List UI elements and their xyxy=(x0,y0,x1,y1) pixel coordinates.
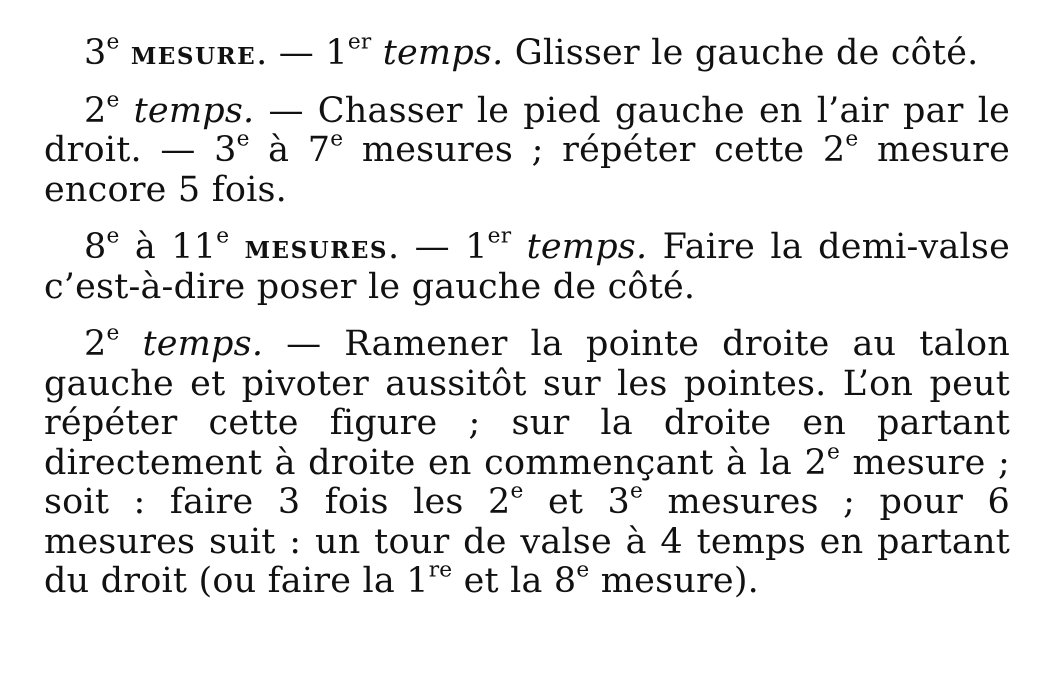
superscript: e xyxy=(845,126,859,152)
text-run: — Chasser le pied gauche en l’air par le droit. — 3 xyxy=(44,90,1011,170)
superscript: e xyxy=(630,478,644,504)
text-run: — Ramener la pointe droite au talon gauche et pivoter aussitôt sur les pointes. L’on peut répéter cette figure ; sur la droite en partant directement à droite en commençant à la 2 xyxy=(44,324,1010,483)
text-run xyxy=(120,91,134,131)
text-run: et la 8 xyxy=(452,561,577,601)
text-run: 2 xyxy=(84,324,107,364)
paragraph-mesures-8-11 xyxy=(44,223,1011,307)
text-run: 3 xyxy=(84,33,107,73)
text-run xyxy=(120,33,131,73)
text-run: mesures ; répéter cette 2 xyxy=(343,130,846,170)
superscript: e xyxy=(330,126,344,152)
small-caps-heading: mesure xyxy=(130,34,257,72)
text-run: mesure ; soit : faire 3 fois les 2 xyxy=(44,442,1010,522)
text-run: 2 xyxy=(84,90,107,131)
text-run xyxy=(120,324,143,364)
text-run: mesures ; pour 6 mesures suit : un tour de valse à 4 temps en partant du droit (ou faire la 1 xyxy=(44,482,1010,601)
paragraph-mesure-3 xyxy=(44,29,1010,74)
italic-term: temps. xyxy=(526,227,648,267)
superscript: e xyxy=(236,126,250,152)
superscript: e xyxy=(106,86,120,112)
text-run: mesure). xyxy=(589,561,760,601)
superscript: e xyxy=(576,557,590,583)
text-run xyxy=(511,227,526,267)
text-run xyxy=(229,227,244,267)
superscript: re xyxy=(428,557,453,583)
superscript: e xyxy=(106,223,120,249)
superscript: e xyxy=(216,223,230,249)
italic-term: temps. xyxy=(382,33,504,73)
italic-term: temps. xyxy=(142,324,264,364)
superscript: er xyxy=(487,223,512,249)
superscript: e xyxy=(510,478,524,504)
superscript: e xyxy=(106,320,120,346)
text-run: . — 1 xyxy=(388,227,488,267)
text-run: Faire la demi-valse c’est-à-dire poser le gauche de côté. xyxy=(44,227,1011,307)
text-run: à 11 xyxy=(119,227,217,267)
superscript: er xyxy=(347,29,372,55)
paragraph-temps-2-ramener xyxy=(44,320,1010,602)
superscript: e xyxy=(826,438,840,464)
text-run: à 7 xyxy=(249,130,331,170)
paragraph-temps-2-chasser xyxy=(44,86,1011,211)
text-run xyxy=(371,33,382,73)
superscript: e xyxy=(106,29,120,55)
text-run: mesure encore 5 fois. xyxy=(44,130,1010,210)
text-run: . — 1 xyxy=(256,33,348,73)
small-caps-heading: mesures xyxy=(244,228,388,266)
italic-term: temps. xyxy=(133,90,255,131)
text-run: Glisser le gauche de côté. xyxy=(503,33,979,73)
text-run: 8 xyxy=(84,227,107,267)
document-page xyxy=(44,29,1011,602)
text-run: et 3 xyxy=(523,482,631,522)
